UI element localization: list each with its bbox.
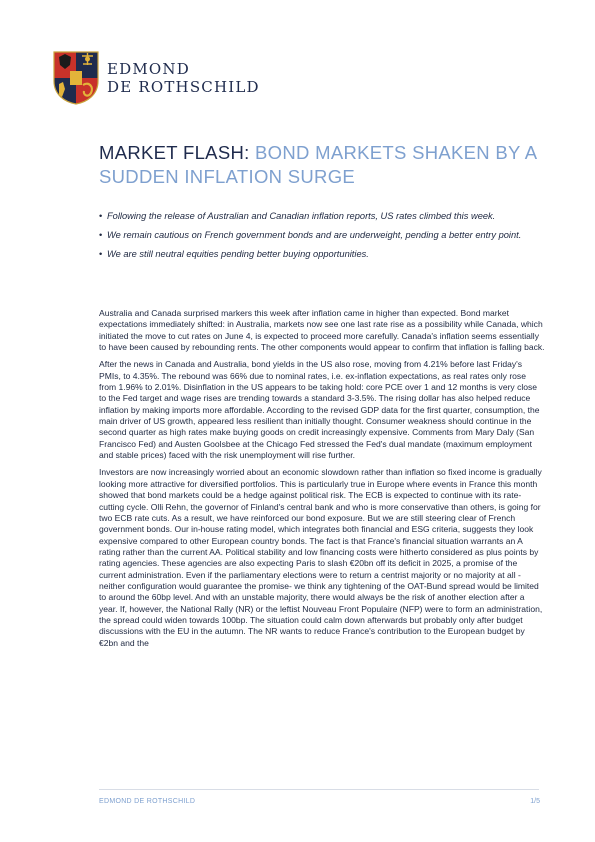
page-number: 1/5	[530, 798, 540, 805]
key-point	[99, 210, 547, 222]
key-point-text: We are still neutral equities pending better buying opportunities.	[107, 249, 369, 260]
footer-brand: EDMOND DE ROTHSCHILD	[99, 798, 196, 805]
coat-of-arms-logo	[53, 51, 99, 105]
title-prefix: MARKET FLASH:	[99, 142, 256, 163]
title-headline: BOND MARKETS SHAKEN BY A SUDDEN INFLATION SURGE	[99, 142, 537, 187]
bullet-icon: •	[99, 211, 103, 221]
footer-divider	[99, 789, 539, 790]
key-point	[99, 248, 547, 260]
bullet-icon: •	[99, 249, 103, 260]
key-point-text: We remain cautious on French government bonds and are underweight, pending a better entry point.	[107, 230, 522, 241]
key-point	[99, 229, 547, 241]
brand-line-2: DE ROTHSCHILD	[107, 78, 260, 96]
paragraph: Australia and Canada surprised markers this week after inflation came in higher than expected. Bond market expectations immediately shifted: in Australia, markets now see one last rate rise as a possibility while Canada, which initiated the move to cut rates on June 4, is expected to proceed more carefully. Canada's inflation seems essentially to have been caused by rebounding rents. The other components would appear to confirm that inflation is falling back.	[99, 308, 545, 353]
brand-wordmark	[107, 60, 260, 96]
paragraph: After the news in Canada and Australia, bond yields in the US also rose, moving from 4.21% before last Friday's PMIs, to 4.35%. The rebound was 66% due to nominal rates, i.e. ex-inflation expectations, as real rates only rose from 1.96% to 2.01%. Disinflation in the US appears to be taking hold: core PCE over 1 and 12 months is very close to the Fed target and wage rises are trending towards a standard 3-3.5%. The rising dollar has also helped reduce inflation by making imports more affordable. According to the revised GDP data for the first quarter, consumption, the main driver of US growth, appeared less resilient than initially thought. Consumer weakness should continue in the second quarter as high rates make buying goods on credit increasingly expensive. Comments from Mary Daly (San Francisco Fed) and Austen Goolsbee at the Chicago Fed stressed the Fed's dual mandate (maximum employment and stable prices) faced with the risk unemployment will rise further.	[99, 359, 540, 461]
article-body	[99, 308, 545, 655]
key-point-text: Following the release of Australian and Canadian inflation reports, US rates climbed this week.	[107, 211, 496, 221]
key-points-list	[99, 210, 547, 268]
paragraph: Investors are now increasingly worried about an economic slowdown rather than inflation so fixed income is gradually looking more attractive for diversified portfolios. This is particularly true in Europe where events in France this month showed that bond markets could be a hedge against political risk. The ECB is expected to continue with its rate-cutting cycle. Olli Rehn, the governor of Finland's central bank and who is more conservative than others, is going for two ECB rate cuts. As a result, we have reinforced our bond exposure. But we are still steering clear of French government bonds. Our in-house rating model, which integrates both financial and ESG criteria, suggests they look expensive compared to other European country bonds. The fact is that France's financial situation warrants an A rating rather than the current AA. Political stability and low financing costs were hitherto considered as plus points by rating agencies. These agencies are also expecting Paris to slash €20bn off its deficit in 2025, a promise of the current administration. Even if the parliamentary elections were to return a centrist majority or no majority at all -neither configuration would guarantee the promise- we think any tightening of the OAT-Bund spread would be limited to around the 60bp level. And with an unstable majority, there would always be the risk of another election after a year. If, however, the National Rally (NR) or the leftist Nouveau Front Populaire (NFP) were to form an administration, the spread could widen towards 100bp. The situation could calm down afterwards but probably only after budget discussions with the EU in the autumn. The NR wants to reduce France's contribution to the European budget by €2bn and the	[99, 467, 543, 648]
brand-line-1: EDMOND	[107, 60, 190, 78]
document-title	[99, 141, 549, 189]
bullet-icon: •	[99, 230, 103, 241]
